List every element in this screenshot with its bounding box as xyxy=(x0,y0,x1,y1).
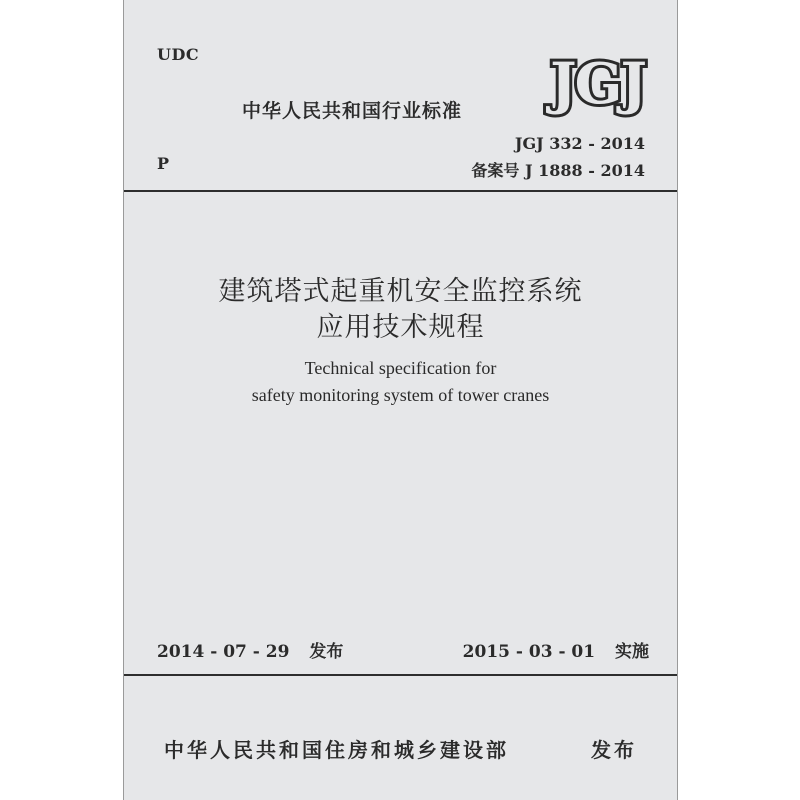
publisher-action: 发布 xyxy=(591,738,637,762)
effective-date: 2015 - 03 - 01 xyxy=(462,642,596,662)
top-divider xyxy=(124,190,677,192)
title-en-line1: Technical specification for xyxy=(304,358,497,378)
udc-label: UDC xyxy=(157,45,200,64)
publisher-name: 中华人民共和国住房和城乡建设部 xyxy=(164,738,509,762)
title-en-line2: safety monitoring system of tower cranes xyxy=(251,385,550,405)
jgj-logo: JGJ xyxy=(550,51,645,117)
industry-standard-heading: 中华人民共和国行业标准 xyxy=(242,100,463,122)
title-zh-line1: 建筑塔式起重机安全监控系统 xyxy=(218,276,583,307)
issue-date-line xyxy=(157,637,343,662)
effective-label: 实施 xyxy=(615,642,649,662)
issue-label: 发布 xyxy=(309,642,344,662)
document-cover xyxy=(123,0,678,800)
standard-number: JGJ 332 - 2014 xyxy=(514,134,645,153)
classification-code: P xyxy=(157,154,170,173)
title-zh-line2: 应用技术规程 xyxy=(316,312,485,343)
record-label: 备案号 xyxy=(471,161,520,180)
record-number-line xyxy=(471,158,645,181)
issue-date: 2014 - 07 - 29 xyxy=(157,642,290,662)
record-number: J 1888 - 2014 xyxy=(525,161,645,180)
effective-date-line xyxy=(463,637,649,662)
bottom-divider xyxy=(124,674,677,676)
